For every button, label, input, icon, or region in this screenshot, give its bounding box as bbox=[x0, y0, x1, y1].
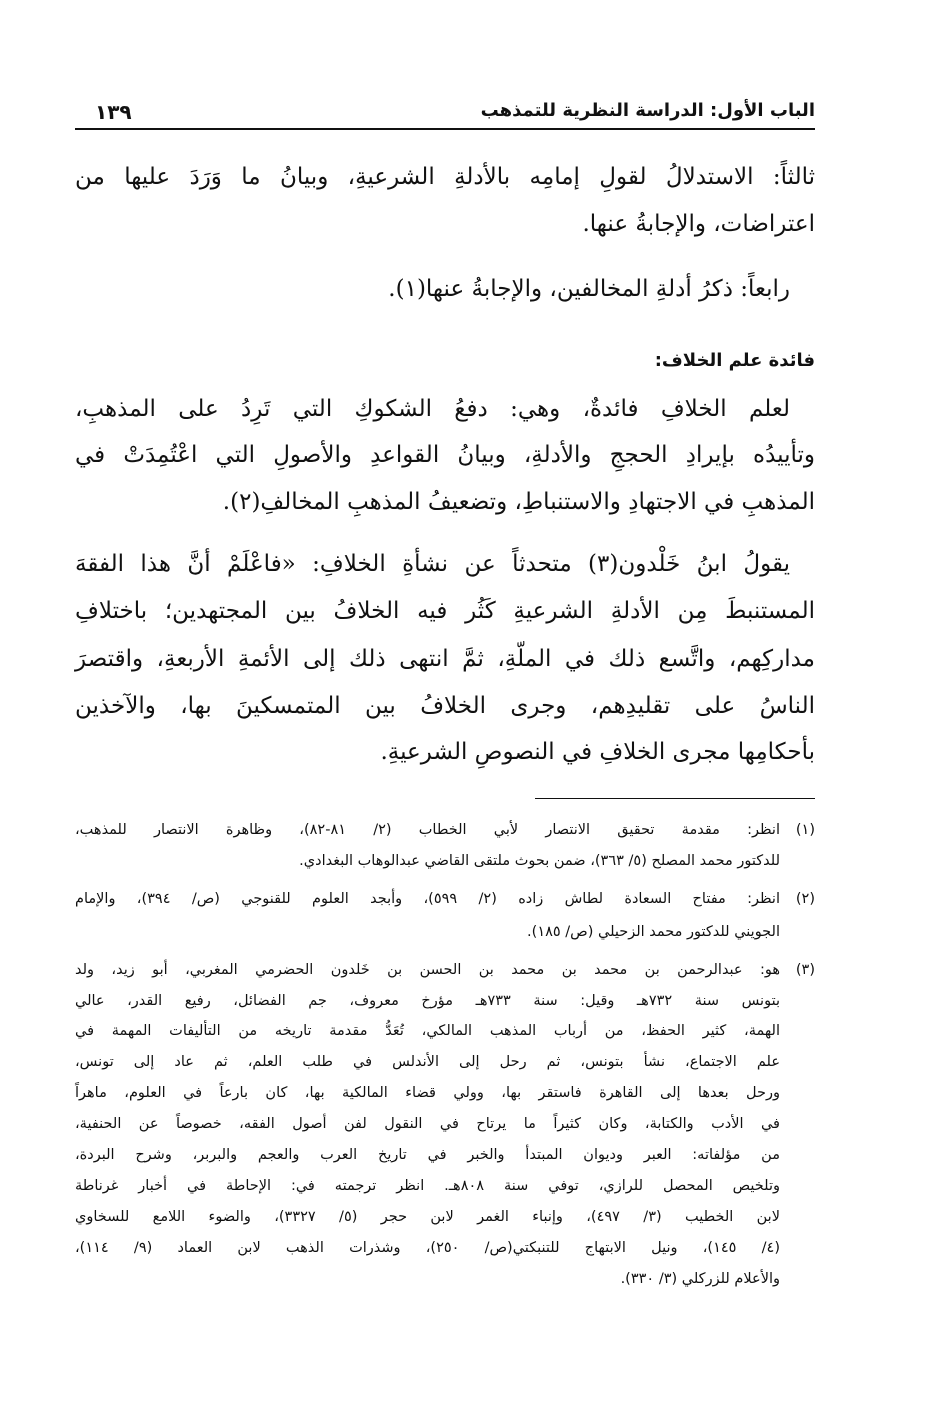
section-heading: فائدة علم الخلاف: bbox=[654, 350, 815, 371]
body-line: ثالثاً: الاستدلالُ لقولِ إمامِه بالأدلةِ الشرعيةِ، وبيانُ ما وَرَدَ عليها من bbox=[75, 164, 815, 190]
footnote-line: لابن الخطيب (٣/ ٤٩٧)، وإنباء الغمر لابن حجر (٥/ ٣٣٢٧)، والضوء اللامع للسخاوي bbox=[75, 1209, 780, 1225]
footnote-line: والأعلام للزركلي (٣/ ٣٣٠). bbox=[620, 1271, 780, 1287]
footnote-line: الهمة، كثير الحفظ، من أرباب المذهب المالكي، تُعَدُّ مقدمة تاريخه من التأليفات المهمة في bbox=[75, 1023, 780, 1039]
footnote-line: من مؤلفاته: العبر وديوان المبتدأ والخبر في تاريخ العرب والعجم والبربر، وشرح البردة، bbox=[75, 1147, 780, 1163]
body-line: لعلم الخلافِ فائدةٌ، وهي: دفعُ الشكوكِ التي تَرِدُ على المذهبِ، bbox=[75, 396, 790, 422]
footnote-number: (٢) bbox=[795, 891, 815, 907]
footnote-rule bbox=[535, 798, 815, 799]
body-line: اعتراضات، والإجابةُ عنها. bbox=[582, 211, 815, 237]
footnote-line: ورحل بعدها إلى القاهرة فاستقر بها، وولي قضاء المالكية بها، كان بارعاً في العلوم، ماهراً bbox=[75, 1085, 780, 1101]
header-rule bbox=[75, 128, 815, 130]
running-header: الباب الأول: الدراسة النظرية للتمذهب bbox=[480, 100, 815, 121]
page-number: ١٣٩ bbox=[95, 100, 132, 124]
body-line: الناسُ على تقليدِهم، وجرى الخلافُ بين المتمسكينَ بها، والآخذين bbox=[75, 693, 815, 719]
body-line: المذهبِ في الاجتهادِ والاستنباطِ، وتضعيفُ المذهبِ المخالفِ(٢). bbox=[222, 489, 815, 515]
footnote-line: للدكتور محمد المصلح (٥/ ٣٦٣)، ضمن بحوث ملتقى القاضي عبدالوهاب البغدادي. bbox=[299, 853, 780, 869]
footnote-line: وتلخيص المحصل للرازي، توفي سنة ٨٠٨هـ. انظر ترجمته في: الإحاطة في أخبار غرناطة bbox=[75, 1178, 781, 1194]
footnote-line: هو: عبدالرحمن بن محمد بن محمد بن الحسن بن خَلدون الحضرمي المغربي، أبو زيد، ولد bbox=[75, 962, 780, 978]
footnote-line: علم الاجتماع، نشأ بتونس، ثم رحل إلى الأندلس في طلب العلم، ثم عاد إلى تونس، bbox=[75, 1054, 780, 1070]
body-line: وتأييدُه بإيرادِ الحججِ والأدلةِ، وبيانُ القواعدِ والأصولِ التي اعْتُمِدَتْ في bbox=[75, 442, 815, 468]
footnote-line: انظر: مقدمة تحقيق الانتصار لأبي الخطاب (٢/ ٨١-٨٢)، وظاهرة الانتصار للمذهب، bbox=[75, 822, 780, 838]
body-line: بأحكامِها مجرى الخلافِ في النصوصِ الشرعيةِ. bbox=[380, 739, 815, 765]
footnote-number: (١) bbox=[795, 822, 815, 838]
body-line: مداركِهم، واتَّسع ذلك في الملّةِ، ثمَّ انتهى ذلك إلى الأئمةِ الأربعةِ، واقتصرَ bbox=[75, 646, 815, 672]
body-line: رابعاً: ذكرُ أدلةِ المخالفين، والإجابةُ عنها(١). bbox=[388, 276, 790, 302]
body-line: يقولُ ابنُ خَلْدون(٣) متحدثاً عن نشأةِ الخلافِ: «فاعْلَمْ أنَّ هذا الفقهَ bbox=[75, 551, 790, 577]
footnote-number: (٣) bbox=[795, 962, 815, 978]
footnote-line: بتونس سنة ٧٣٢هـ وقيل: سنة ٧٣٣هـ مؤرخ معروف، جم الفضائل، رفيع القدر، عالي bbox=[75, 993, 780, 1009]
footnote-line: في الأدب والكتابة، وكان كثيراً ما يرتاح في النقول لفن أصول الفقه، خصوصاً عن الحنفية، bbox=[75, 1116, 780, 1132]
footnote-line: الجويني للدكتور محمد الزحيلي (ص/ ١٨٥). bbox=[527, 924, 780, 940]
body-line: المستنبطَ مِن الأدلةِ الشرعيةِ كَثُر فيه الخلافُ بين المجتهدين؛ باختلافِ bbox=[75, 598, 815, 624]
footnote-line: انظر: مفتاح السعادة لطاش زاده (٢/ ٥٩٩)، وأبجد العلوم للقنوجي (ص/ ٣٩٤)، والإمام bbox=[75, 891, 780, 907]
footnote-line: (٤/ ١٤٥)، ونيل الابتهاج للتنبكتي(ص/ ٢٥٠)، وشذرات الذهب لابن العماد (٩/ ١١٤)، bbox=[75, 1240, 780, 1256]
